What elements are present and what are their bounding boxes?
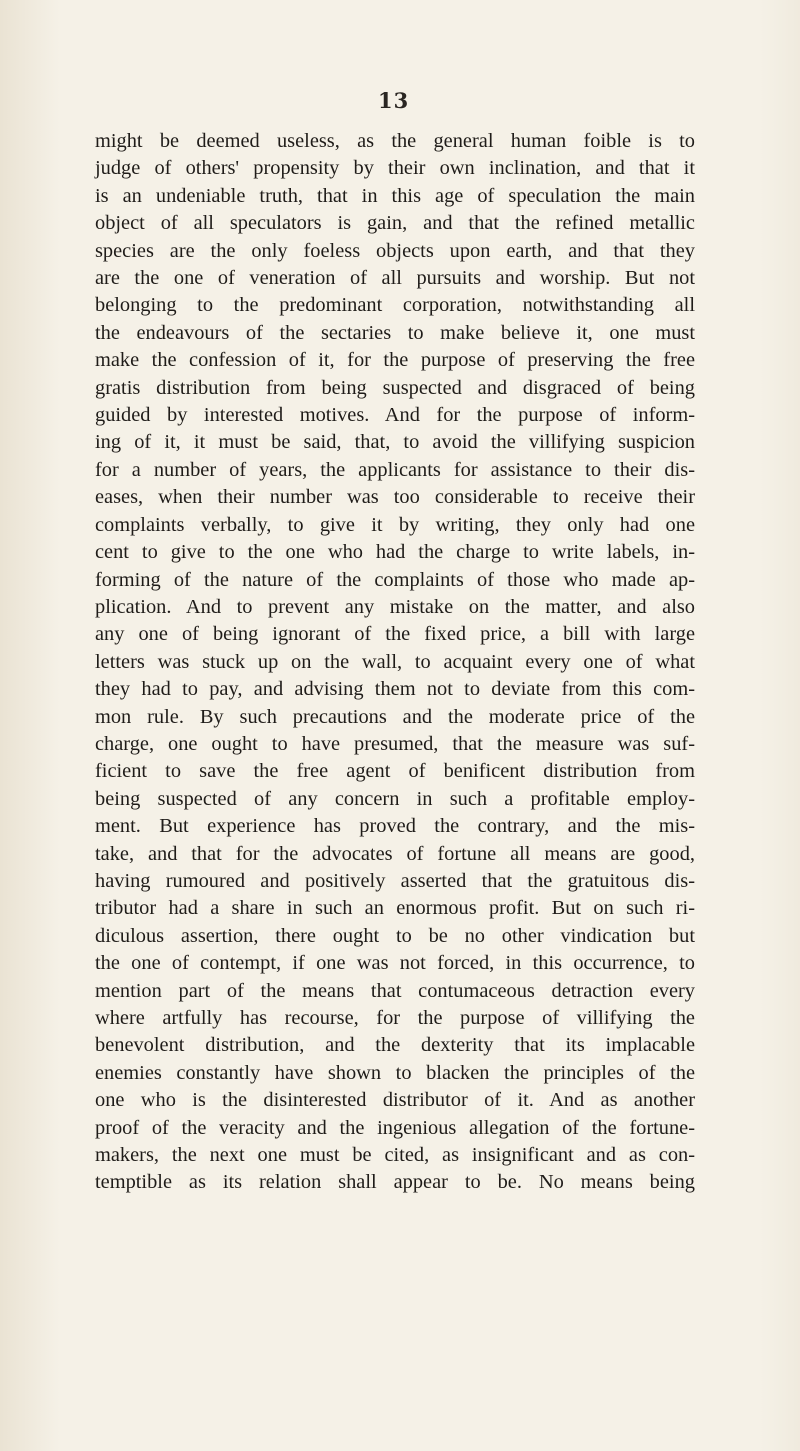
text-line: ment. But experience has proved the contrary, and the mis- (95, 815, 695, 838)
text-line: letters was stuck up on the wall, to acquaint every one of what (95, 650, 695, 673)
text-line: take, and that for the advocates of fortune all means are good, (95, 842, 695, 865)
text-line: any one of being ignorant of the fixed price, a bill with large (95, 623, 695, 646)
page-number: 13 (378, 88, 410, 113)
text-line: diculous assertion, there ought to be no other vindication but (95, 924, 695, 947)
text-line: gratis distribution from being suspected and disgraced of being (95, 376, 695, 399)
text-line: for a number of years, the applicants for assistance to their dis- (95, 458, 695, 481)
text-line: the one of contempt, if one was not forced, in this occurrence, to (95, 952, 695, 975)
text-line: cent to give to the one who had the charge to write labels, in- (95, 541, 695, 564)
text-line: they had to pay, and advising them not to deviate from this com- (95, 678, 695, 701)
text-line: being suspected of any concern in such a profitable employ- (95, 787, 695, 810)
text-line: judge of others' propensity by their own inclination, and that it (95, 157, 695, 180)
body-text (95, 128, 695, 1197)
text-line: plication. And to prevent any mistake on the matter, and also (95, 595, 695, 618)
text-line: ing of it, it must be said, that, to avoid the villifying suspicion (95, 431, 695, 454)
text-line: makers, the next one must be cited, as insignificant and as con- (95, 1144, 695, 1167)
text-line: mention part of the means that contumaceous detraction every (95, 979, 695, 1002)
text-line: complaints verbally, to give it by writing, they only had one (95, 513, 695, 536)
text-line: are the one of veneration of all pursuits and worship. But not (95, 267, 695, 290)
text-line: mon rule. By such precautions and the moderate price of the (95, 705, 695, 728)
text-line: make the confession of it, for the purpose of preserving the free (95, 349, 695, 372)
text-line: tributor had a share in such an enormous profit. But on such ri- (95, 897, 695, 920)
text-line: benevolent distribution, and the dexterity that its implacable (95, 1034, 695, 1057)
text-line: forming of the nature of the complaints of those who made ap- (95, 568, 695, 591)
text-line: guided by interested motives. And for the purpose of inform- (95, 404, 695, 427)
text-line: temptible as its relation shall appear to be. No means being (95, 1171, 695, 1194)
text-line: the endeavours of the sectaries to make believe it, one must (95, 321, 695, 344)
text-line: where artfully has recourse, for the purpose of villifying the (95, 1007, 695, 1029)
text-line: object of all speculators is gain, and that the refined metallic (95, 212, 695, 235)
text-line: proof of the veracity and the ingenious allegation of the fortune- (95, 1116, 695, 1139)
text-line: might be deemed useless, as the general human foible is to (95, 130, 695, 152)
text-line: enemies constantly have shown to blacken the principles of the (95, 1061, 695, 1084)
text-line: charge, one ought to have presumed, that the measure was suf- (95, 732, 695, 755)
text-line: one who is the disinterested distributor of it. And as another (95, 1089, 695, 1112)
text-line: species are the only foeless objects upon earth, and that they (95, 239, 695, 262)
text-line: eases, when their number was too considerable to receive their (95, 486, 695, 509)
text-line: belonging to the predominant corporation, notwithstanding all (95, 294, 695, 317)
text-line: having rumoured and positively asserted that the gratuitous dis- (95, 869, 695, 892)
text-line: ficient to save the free agent of benificent distribution from (95, 760, 695, 783)
text-line: is an undeniable truth, that in this age of speculation the main (95, 184, 695, 207)
